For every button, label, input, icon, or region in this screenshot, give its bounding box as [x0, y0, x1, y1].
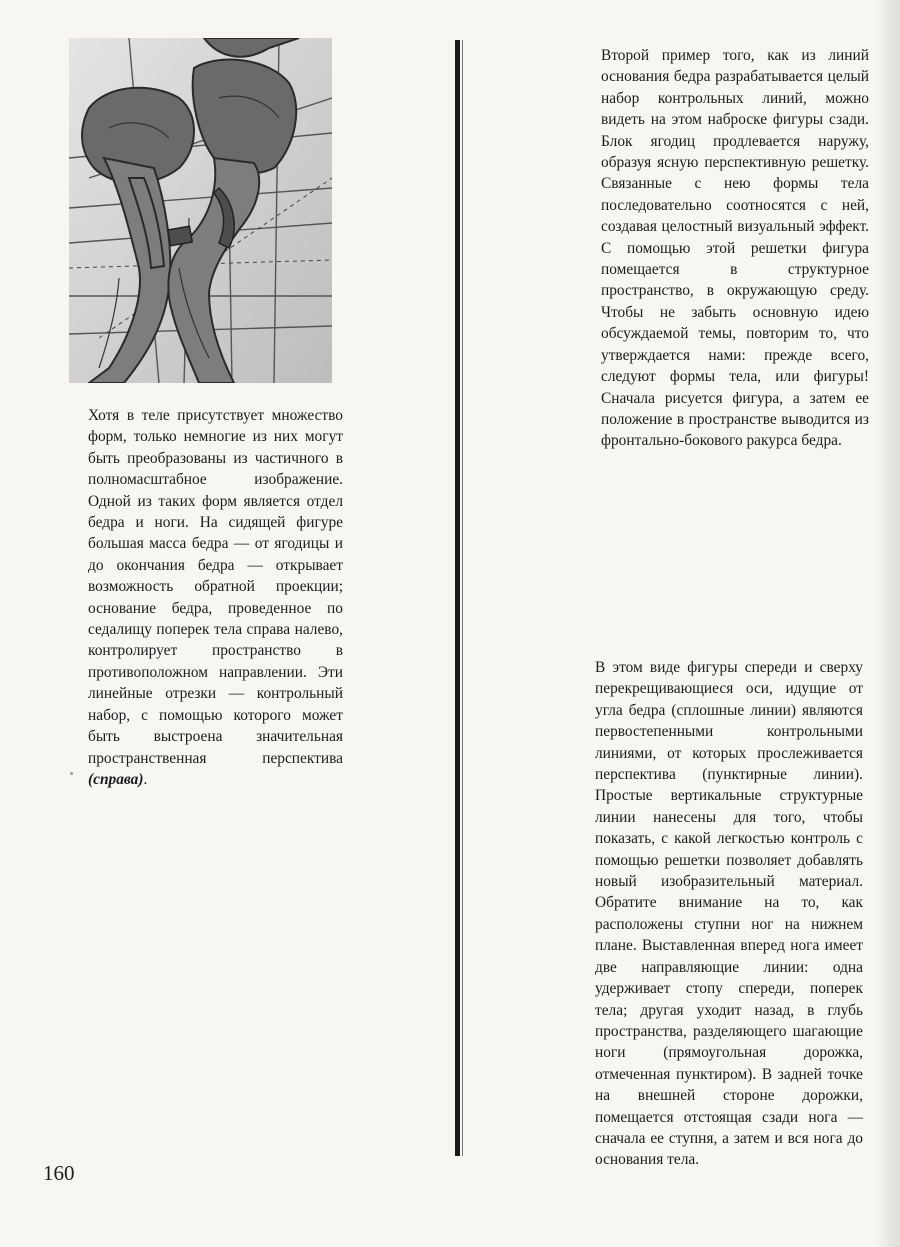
page-edge-shadow: [874, 0, 900, 1247]
anatomy-sketch-graphic: [69, 38, 332, 383]
left-paragraph-text: Хотя в теле присутствует множество форм, только немногие из них могут быть преобразованы из частичного в полномасштабное изображение. Одной из таких форм является отдел бедра и ноги. На сидящей фигуре большая масса бедра — от ягодицы и до окончания бедра — открывает возможность обратной проекции; основание бедра, проведенное по седалищу поперек тела справа налево, контролирует пространство в противоположном направлении. Эти линейные отрезки — контрольный набор, с помощью которого может быть выстроена значительная пространственная перспектива: [88, 407, 343, 767]
left-paragraph-end: .: [143, 770, 148, 788]
scan-speck: [70, 772, 73, 775]
right-column-top-paragraph: Второй пример того, как из линий основания бедра разрабатывается целый набор контрольных линий, можно видеть на этом наброске фигуры сзади. Блок ягодиц продлевается наружу, образуя ясную перспективную решетку. Связанные с нею формы тела последовательно соотносятся с ней, создавая целостный визуальный эффект. С помощью этой решетки фигура помещается в структурное пространство, в окружающую среду. Чтобы не забыть основную идею обсуждаемой темы, повторим то, что утверждается нами: прежде всего, следуют формы тела, или фигуры! Сначала рисуется фигура, а затем ее положение в пространстве выводится из фронтально-бокового ракурса бедра.: [601, 47, 869, 450]
page-number: 160: [43, 1161, 75, 1185]
left-paragraph-emphasis: (справа): [88, 770, 144, 788]
column-divider-thin: [462, 40, 463, 1156]
anatomy-illustration: [69, 38, 332, 383]
left-column-paragraph: [88, 405, 343, 790]
column-divider: [455, 40, 460, 1156]
right-column-bottom-paragraph: В этом виде фигуры спереди и сверху перекрещивающиеся оси, идущие от угла бедра (сплошные линии) являются первостепенными контрольными линиями, от которых прослеживается перспектива (пунктирные линии). Простые вертикальные структурные линии нанесены для того, чтобы показать, с какой легкостью контроль с помощью решетки позволяет добавлять новый изобразительный материал. Обратите внимание на то, как расположены ступни ног на нижнем плане. Выставленная вперед нога имеет две направляющие линии: одна удерживает стопу спереди, поперек тела; другая уходит назад, в глубь пространства, разделяющего шагающие ноги (прямоугольная дорожка, отмеченная пунктиром). В задней точке на внешней стороне дорожки, помещается отстоящая сзади нога — сначала ее ступня, а затем и вся нога до основания тела.: [595, 659, 863, 1169]
